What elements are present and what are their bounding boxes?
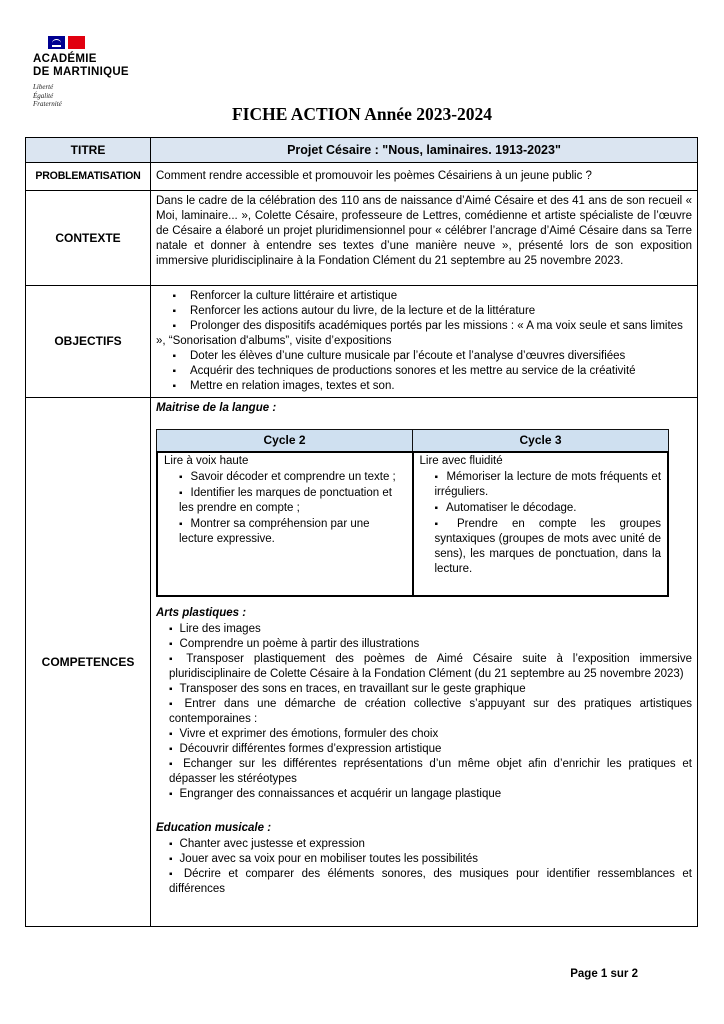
square-bullet-icon: ▪ <box>169 654 180 665</box>
row-competences <box>26 397 697 926</box>
square-bullet-icon: ▪ <box>179 519 183 530</box>
motto-line2: Égalité <box>33 91 54 100</box>
list-item: ▪ Automatiser le décodage. <box>434 502 577 514</box>
row-objectifs <box>26 285 697 397</box>
cycle3-cell <box>414 453 668 595</box>
row-titre <box>26 138 697 162</box>
square-bullet-icon: ▪ <box>172 321 176 332</box>
list-item: ▪ Prolonger des dispositifs académiques portés par les missions : « A ma voix seule et sans limites », “Sonorisation d'albums”, visite d’expositions <box>156 320 683 347</box>
competences-content <box>151 398 697 926</box>
cycle2-cell <box>158 453 414 595</box>
cycle2-title: Lire à voix haute <box>164 455 249 467</box>
cycles-table-header <box>156 429 669 451</box>
square-bullet-icon: ▪ <box>172 381 176 392</box>
titre-label: TITRE <box>26 138 151 162</box>
list-item: ▪ Acquérir des techniques de productions sonores et les mettre au service de la créativité <box>156 364 692 379</box>
square-bullet-icon: ▪ <box>169 744 173 755</box>
list-item: ▪ Comprendre un poème à partir des illustrations <box>169 638 420 650</box>
page-title: FICHE ACTION Année 2023-2024 <box>231 104 493 124</box>
list-item: ▪ Décrire et comparer des éléments sonores, des musiques pour identifier ressemblances et différences <box>169 868 693 895</box>
square-bullet-icon: ▪ <box>169 639 173 650</box>
list-item: ▪ Savoir décoder et comprendre un texte ; <box>179 471 396 483</box>
education-musicale-list <box>156 837 692 897</box>
square-bullet-icon: ▪ <box>434 503 439 514</box>
academy-name <box>33 53 129 79</box>
square-bullet-icon: ▪ <box>179 488 183 499</box>
list-item: ▪ Mettre en relation images, textes et son. <box>156 379 692 394</box>
list-item: ▪ Lire des images <box>169 623 261 635</box>
academy-name-line2: DE MARTINIQUE <box>33 66 129 78</box>
problematisation-label: PROBLEMATISATION <box>26 163 151 190</box>
square-bullet-icon: ▪ <box>169 839 173 850</box>
academy-name-line1: ACADÉMIE <box>33 53 97 65</box>
list-item: ▪ Entrer dans une démarche de création collective s’appuyant sur des pratiques artistiques contemporaines : <box>169 698 693 725</box>
arts-plastiques-heading: Arts plastiques : <box>156 607 247 619</box>
problematisation-value: Comment rendre accessible et promouvoir les poèmes Césairiens à un jeune public ? <box>156 170 592 182</box>
education-musicale-heading: Education musicale : <box>156 822 272 834</box>
maitrise-langue-heading: Maitrise de la langue : <box>156 402 277 414</box>
list-item: ▪ Vivre et exprimer des émotions, formuler des choix <box>169 728 439 740</box>
cycle3-header: Cycle 3 <box>519 433 562 447</box>
square-bullet-icon: ▪ <box>172 351 176 362</box>
cycles-table <box>156 429 669 597</box>
list-item: ▪ Jouer avec sa voix pour en mobiliser toutes les possibilités <box>169 853 479 865</box>
list-item: ▪ Prendre en compte les groupes syntaxiques (groupes de mots avec unité de sens), les marques de ponctuation, dans la lecture. <box>434 518 661 575</box>
square-bullet-icon: ▪ <box>169 854 173 865</box>
arts-plastiques-block <box>156 606 692 802</box>
list-item: ▪ Montrer sa compréhension par une lecture expressive. <box>179 518 370 545</box>
square-bullet-icon: ▪ <box>169 729 173 740</box>
list-item: ▪ Chanter avec justesse et expression <box>169 838 365 850</box>
list-item: ▪ Doter les élèves d’une culture musicale par l’écoute et l’analyse d’œuvres diversifiées <box>156 349 692 364</box>
row-problematisation <box>26 162 697 190</box>
square-bullet-icon: ▪ <box>434 519 449 530</box>
square-bullet-icon: ▪ <box>172 306 176 317</box>
list-item: ▪ Identifier les marques de ponctuation et les prendre en compte ; <box>179 487 392 514</box>
square-bullet-icon: ▪ <box>179 472 183 483</box>
motto-line1: Liberté <box>33 83 54 91</box>
square-bullet-icon: ▪ <box>172 291 176 302</box>
list-item: ▪ Mémoriser la lecture de mots fréquents et irréguliers. <box>434 471 662 498</box>
list-item: ▪ Engranger des connaissances et acquérir un langage plastique <box>169 788 502 800</box>
square-bullet-icon: ▪ <box>169 684 173 695</box>
square-bullet-icon: ▪ <box>169 789 173 800</box>
list-item: ▪ Transposer plastiquement des poèmes de Aimé Césaire suite à l’exposition immersive pluridisciplinaire de Colette Césaire à la Fondation Clément (du 21 septembre au 25 novembre 2023) <box>169 653 692 680</box>
arts-plastiques-list <box>156 622 692 802</box>
square-bullet-icon: ▪ <box>169 869 177 880</box>
square-bullet-icon: ▪ <box>172 366 176 377</box>
flag-red-block <box>68 36 85 49</box>
objectifs-label: OBJECTIFS <box>26 286 151 397</box>
square-bullet-icon: ▪ <box>169 759 177 770</box>
competences-label: COMPETENCES <box>26 398 151 926</box>
contexte-value: Dans le cadre de la célébration des 110 ans de naissance d’Aimé Césaire et des 41 ans de son recueil « Moi, laminaire... », Colette Césaire, professeure de Lettres, comédienne et artiste spécialiste de l’œuvre de Césaire a élaboré un projet pluridimensionnel pour « célébrer l’ancrage d’Aimé Césaire dans sa Terre natale et donner à entendre ses textes d’une manière neuve », présenté lors de son exposition immersive pluridisciplinaire à la Fondation Clément du 21 septembre au 25 novembre 2023. <box>156 195 692 267</box>
page-number: Page 1 sur 2 <box>570 968 638 980</box>
objectifs-list <box>151 286 697 397</box>
flag-blue-block <box>48 36 65 49</box>
fiche-action-table <box>25 137 698 927</box>
list-item: ▪ Transposer des sons en traces, en travaillant sur le geste graphique <box>169 683 526 695</box>
list-item: ▪ Renforcer la culture littéraire et artistique <box>156 289 692 304</box>
square-bullet-icon: ▪ <box>434 472 439 483</box>
cycle2-header: Cycle 2 <box>157 430 413 451</box>
marianne-flag-icon <box>48 36 129 49</box>
motto-line3: Fraternité <box>33 100 62 108</box>
square-bullet-icon: ▪ <box>169 624 173 635</box>
titre-value: Projet Césaire : "Nous, laminaires. 1913-2023" <box>287 142 561 157</box>
cycle3-title: Lire avec fluidité <box>419 455 503 467</box>
list-item: ▪ Echanger sur les différentes représentations d’un même objet afin d’enrichir les pratiques et dépasser les stéréotypes <box>169 758 693 785</box>
education-musicale-block <box>156 821 692 897</box>
list-item: ▪ Découvrir différentes formes d’expression artistique <box>169 743 442 755</box>
cycles-table-body <box>156 451 669 597</box>
row-contexte <box>26 190 697 285</box>
contexte-label: CONTEXTE <box>26 191 151 285</box>
academy-logo <box>33 36 129 109</box>
list-item: ▪ Renforcer les actions autour du livre, de la lecture et de la littérature <box>156 304 692 319</box>
square-bullet-icon: ▪ <box>169 699 178 710</box>
